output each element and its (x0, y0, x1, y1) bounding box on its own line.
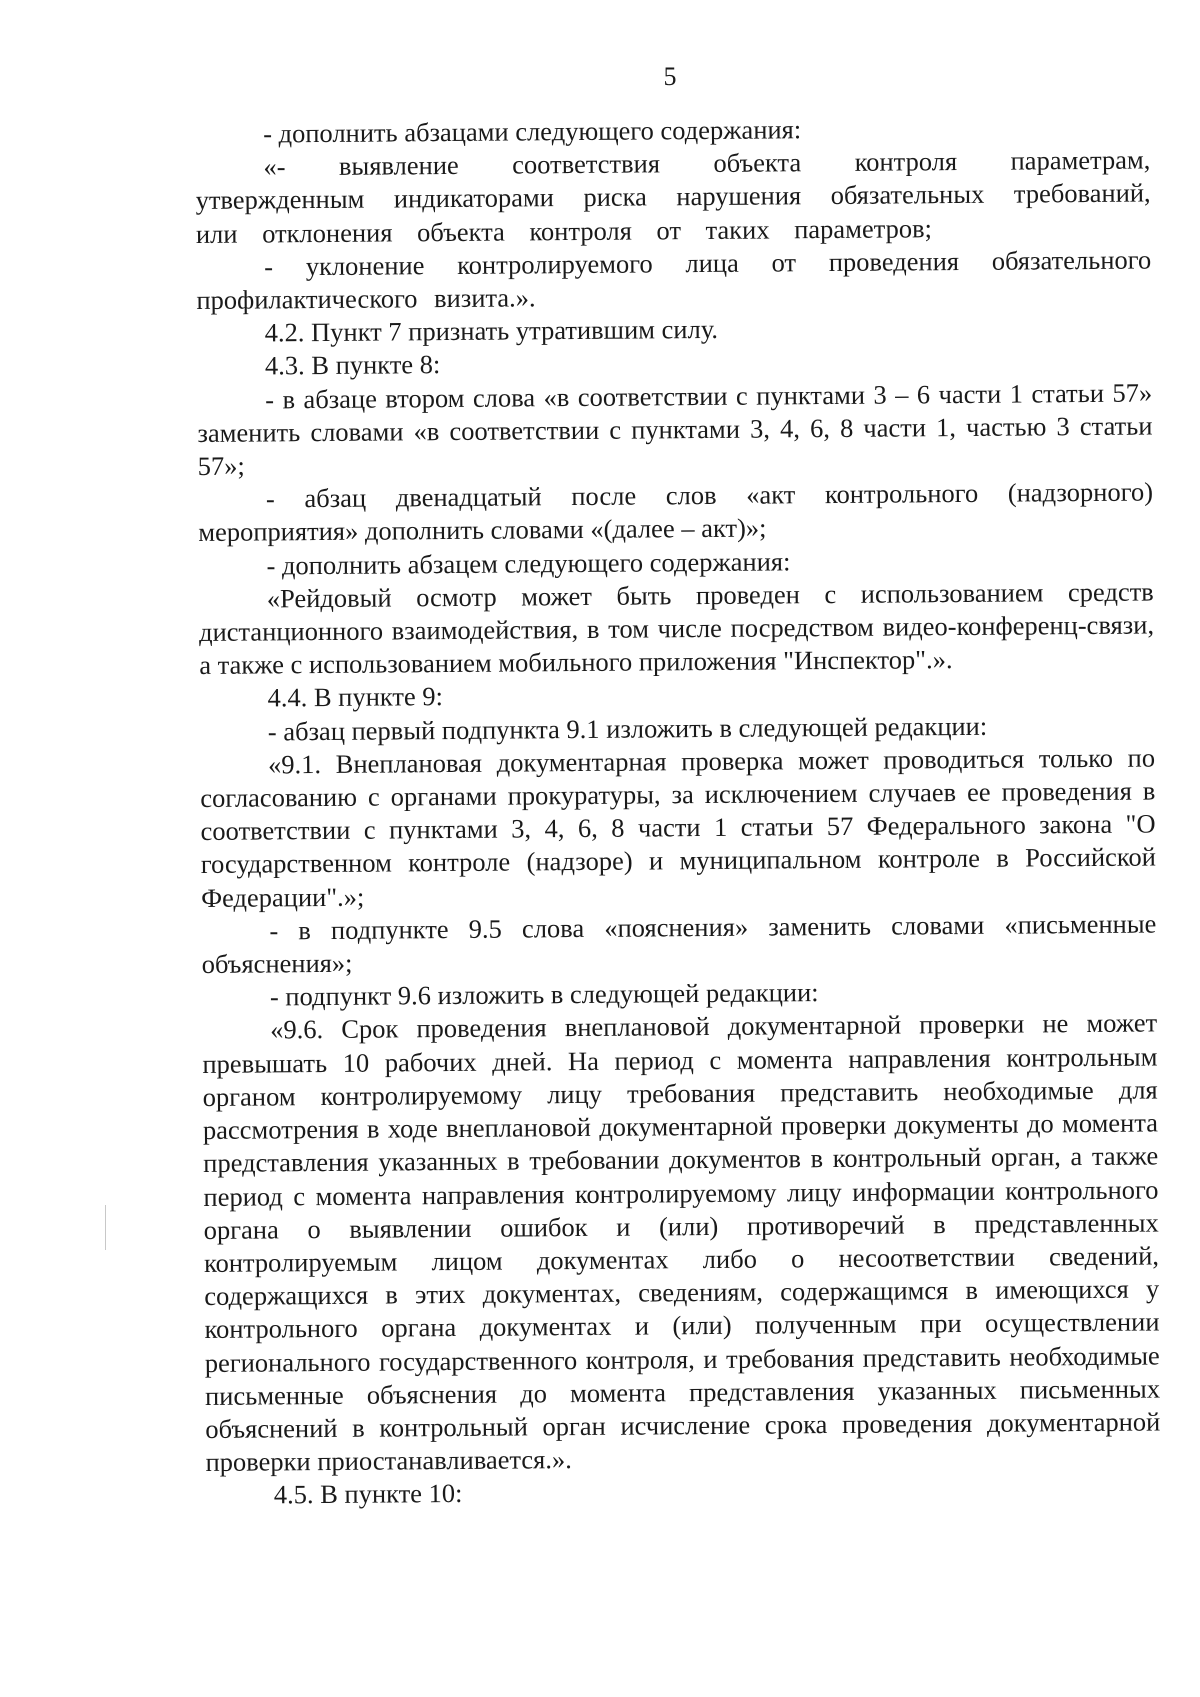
paragraph: - дополнить абзацем следующего содержания: (266, 545, 791, 581)
document-body (195, 110, 1161, 1512)
paragraph: 4.5. В пункте 10: (273, 1478, 463, 1510)
paragraph: - абзац первый подпункта 9.1 изложить в следующей редакции: (267, 710, 988, 747)
paragraph: «Рейдовый осмотр может быть проведен с использованием средств дистанционного взаимодействия, в том числе посредством видео-конференц-связи, а также с использованием мобильного приложения "Инспектор".». (198, 576, 1155, 681)
paragraph: 4.4. В пункте 9: (267, 681, 444, 713)
paragraph: «9.6. Срок проведения внеплановой документарной проверки не может превышать 10 рабочих дней. На период с момента направления контрольным органом контролируемому лицу требования представить необходимые для рассмотрения в ходе внеплановой документарной проверки документы до момента представления указанных в требовании документов в контрольный орган, а также период с момента направления контролируемому лицу информации контрольного органа о выявлении ошибок и (или) противоречий в представленных контролируемым лицом документах либо о несоответствии сведений, содержащихся в этих документах, сведениям, содержащимся в имеющихся у контрольного органа документах и (или) полученным при осуществлении регионального государственного контроля, и требования представить необходимые письменные объяснения до момента представления указанных письменных объяснений в контрольный орган исчисление срока проведения документарной проверки приостанавливается.». (202, 1007, 1161, 1478)
paragraph: - в подпункте 9.5 слова «пояснения» заменить словами «письменные объяснения»; (201, 908, 1157, 980)
paragraph: - подпункт 9.6 изложить в следующей редакции: (269, 977, 819, 1012)
paragraph: - в абзаце втором слова «в соответствии с пунктами 3 – 6 части 1 статьи 57» заменить словами «в соответствии с пунктами 3, 4, 6, 8 части 1, частью 3 статьи 57»; (197, 377, 1153, 482)
paragraph: «- выявление соответствия объекта контроля параметрам, утвержденным индикаторами риска нарушения обязательных требований, или отклонения объекта контроля от таких параметров; (195, 144, 1151, 249)
paragraph: 4.2. Пункт 7 признать утратившим силу. (264, 314, 719, 348)
page-number: 5 (663, 62, 677, 91)
paragraph: - абзац двенадцатый после слов «акт контрольного (надзорного) мероприятия» дополнить словами «(далее – акт)»; (198, 476, 1154, 548)
paragraph: 4.3. В пункте 8: (264, 349, 441, 381)
paragraph: - дополнить абзацами следующего содержания: (263, 114, 802, 149)
scan-artifact-line (105, 1205, 106, 1250)
paragraph: «9.1. Внеплановая документарная проверка может проводиться только по согласованию с органами прокуратуры, за исключением случаев ее проведения в соответствии с пунктами 3, 4, 6, 8 части 1 статьи 57 Федерального закона "О государственном контроле (надзоре) и муниципальном контроле в Российской Федерации".»; (200, 742, 1156, 913)
paragraph: - уклонение контролируемого лица от проведения обязательного профилактического визита.». (196, 244, 1152, 316)
